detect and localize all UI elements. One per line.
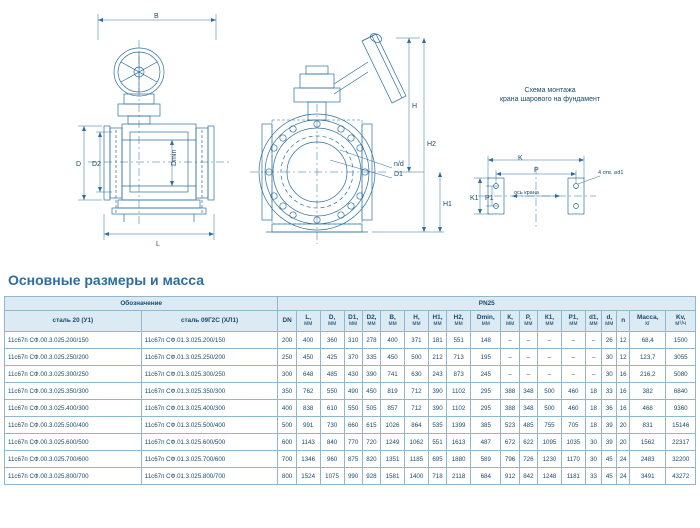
table-header-group-row xyxy=(5,297,696,311)
cell-mark20: 11с67п СФ.00.3.025.600/500 xyxy=(5,434,142,451)
cell-D1: 370 xyxy=(344,349,362,366)
cell-mark20: 11с67п СФ.00.3.025.200/150 xyxy=(5,332,142,349)
cell-H1: 243 xyxy=(428,366,446,383)
cell-mark09: 11с67п СФ.01.3.025.400/300 xyxy=(141,400,278,417)
cell-P: – xyxy=(519,332,537,349)
cell-H: 864 xyxy=(405,417,429,434)
table-row xyxy=(5,400,696,417)
col-head-mark09: сталь 09Г2С (ХЛ1) xyxy=(141,311,278,332)
dim-label-K1: K1 xyxy=(470,195,479,202)
cell-n: 24 xyxy=(617,451,630,468)
cell-D1: 875 xyxy=(344,451,362,468)
cell-d1: 18 xyxy=(585,400,602,417)
cell-mark09: 11с67п СФ.01.3.025.200/150 xyxy=(141,332,278,349)
cell-d: 36 xyxy=(602,400,617,417)
cell-K: 523 xyxy=(501,417,519,434)
cell-H: 1185 xyxy=(405,451,429,468)
cell-Dmin: 245 xyxy=(471,366,501,383)
cell-H: 1400 xyxy=(405,468,429,485)
cell-L: 1346 xyxy=(296,451,320,468)
cell-D: 425 xyxy=(320,349,344,366)
cell-P: 348 xyxy=(519,383,537,400)
cell-kv: 9360 xyxy=(666,400,696,417)
cell-K1: – xyxy=(538,366,562,383)
cell-D: 840 xyxy=(320,434,344,451)
cell-H: 371 xyxy=(405,332,429,349)
cell-d: 45 xyxy=(602,468,617,485)
cell-P: – xyxy=(519,366,537,383)
table-body xyxy=(5,332,696,485)
table-header-row xyxy=(5,311,696,332)
cell-B: 857 xyxy=(381,400,405,417)
cell-H: 500 xyxy=(405,349,429,366)
cell-D2: 450 xyxy=(362,383,380,400)
cell-P1: 460 xyxy=(561,383,585,400)
cell-d: 30 xyxy=(602,366,617,383)
cell-K: – xyxy=(501,349,519,366)
cell-d1: 18 xyxy=(585,417,602,434)
col-head-mass: Масса, кг xyxy=(630,311,666,332)
col-head-P1: Р1, мм xyxy=(561,311,585,332)
cell-mass: 468 xyxy=(630,400,666,417)
cell-mass: 3491 xyxy=(630,468,666,485)
cell-K1: 500 xyxy=(538,383,562,400)
cell-H1: 535 xyxy=(428,417,446,434)
cell-kv: 43272 xyxy=(666,468,696,485)
cell-H1: 695 xyxy=(428,451,446,468)
col-head-H1: H1, мм xyxy=(428,311,446,332)
cell-mass: 1562 xyxy=(630,434,666,451)
cell-D1: 770 xyxy=(344,434,362,451)
cell-d1: 18 xyxy=(585,383,602,400)
cell-K1: 1230 xyxy=(538,451,562,468)
cell-D: 730 xyxy=(320,417,344,434)
cell-d1: – xyxy=(585,332,602,349)
cell-d: 39 xyxy=(602,417,617,434)
cell-H: 630 xyxy=(405,366,429,383)
cell-H2: 1399 xyxy=(447,417,471,434)
cell-L: 838 xyxy=(296,400,320,417)
cell-mark09: 11с67п СФ.01.3.025.350/300 xyxy=(141,383,278,400)
cell-n: 12 xyxy=(617,332,630,349)
cell-mark20: 11с67п СФ.00.3.025.250/200 xyxy=(5,349,142,366)
cell-D2: 720 xyxy=(362,434,380,451)
dim-label-P: P xyxy=(534,167,539,174)
cell-D: 960 xyxy=(320,451,344,468)
cell-H2: 2118 xyxy=(447,468,471,485)
cell-H2: 551 xyxy=(447,332,471,349)
header-designation: Обозначение xyxy=(5,297,278,311)
cell-mark20: 11с67п СФ.00.3.025.500/400 xyxy=(5,417,142,434)
dim-label-nd: n/d xyxy=(394,161,404,168)
header-pn25: PN25 xyxy=(278,297,696,311)
col-head-D: D, мм xyxy=(320,311,344,332)
mount-note-line2: крана шарового на фундамент xyxy=(499,96,601,104)
cell-Dmin: 385 xyxy=(471,417,501,434)
cell-mark20: 11с67п СФ.00.3.025.700/600 xyxy=(5,451,142,468)
cell-H2: 873 xyxy=(447,366,471,383)
cell-B: 741 xyxy=(381,366,405,383)
cell-dn: 400 xyxy=(278,400,296,417)
cell-D1: 310 xyxy=(344,332,362,349)
cell-kv: 22317 xyxy=(666,434,696,451)
cell-mark09: 11с67п СФ.01.3.025.250/200 xyxy=(141,349,278,366)
cell-P: 348 xyxy=(519,400,537,417)
table-row xyxy=(5,383,696,400)
cell-K1: – xyxy=(538,332,562,349)
col-head-B: B, мм xyxy=(381,311,405,332)
cell-B: 400 xyxy=(381,332,405,349)
cell-H2: 1102 xyxy=(447,383,471,400)
cell-K: 388 xyxy=(501,400,519,417)
cell-kv: 5080 xyxy=(666,366,696,383)
cell-dn: 800 xyxy=(278,468,296,485)
cell-n: 12 xyxy=(617,349,630,366)
col-head-Dmin: Dmin, мм xyxy=(471,311,501,332)
cell-K: – xyxy=(501,332,519,349)
holes-label: 4 отв. ⌀d1 xyxy=(598,170,624,176)
cell-H1: 718 xyxy=(428,468,446,485)
cell-mark20: 11с67п СФ.00.3.025.400/300 xyxy=(5,400,142,417)
col-head-H: H, мм xyxy=(405,311,429,332)
cell-D2: 615 xyxy=(362,417,380,434)
cell-dn: 700 xyxy=(278,451,296,468)
cell-Dmin: 589 xyxy=(471,451,501,468)
cell-d: 33 xyxy=(602,383,617,400)
cell-Dmin: 487 xyxy=(471,434,501,451)
col-head-D1: D1, мм xyxy=(344,311,362,332)
cell-L: 1143 xyxy=(296,434,320,451)
cell-D: 485 xyxy=(320,366,344,383)
cell-d1: 33 xyxy=(585,468,602,485)
cell-d1: – xyxy=(585,366,602,383)
mount-note-line1: Схема монтажа xyxy=(524,87,576,94)
axis-label: ось крана xyxy=(514,190,539,196)
cell-L: 991 xyxy=(296,417,320,434)
dim-label-Dmin: Dmin xyxy=(171,149,178,166)
mount-scheme-note xyxy=(490,86,610,105)
cell-D1: 550 xyxy=(344,400,362,417)
cell-n: 20 xyxy=(617,434,630,451)
cell-dn: 350 xyxy=(278,383,296,400)
cell-P1: 1181 xyxy=(561,468,585,485)
cell-d1: – xyxy=(585,349,602,366)
cell-d: 45 xyxy=(602,451,617,468)
col-head-n: n xyxy=(617,311,630,332)
cell-d: 39 xyxy=(602,434,617,451)
cell-D1: 660 xyxy=(344,417,362,434)
cell-K: 912 xyxy=(501,468,519,485)
page-title: Основные размеры и масса xyxy=(8,272,205,288)
cell-K: 388 xyxy=(501,383,519,400)
cell-P: 485 xyxy=(519,417,537,434)
cell-L: 1524 xyxy=(296,468,320,485)
dim-label-D2: D2 xyxy=(92,161,101,168)
cell-H: 1062 xyxy=(405,434,429,451)
cell-d: 30 xyxy=(602,349,617,366)
cell-Dmin: 148 xyxy=(471,332,501,349)
cell-P1: 705 xyxy=(561,417,585,434)
cell-P1: – xyxy=(561,332,585,349)
cell-B: 1026 xyxy=(381,417,405,434)
cell-L: 400 xyxy=(296,332,320,349)
cell-D: 610 xyxy=(320,400,344,417)
cell-H1: 390 xyxy=(428,400,446,417)
cell-d1: 30 xyxy=(585,434,602,451)
cell-D2: 390 xyxy=(362,366,380,383)
cell-D2: 335 xyxy=(362,349,380,366)
cell-B: 1351 xyxy=(381,451,405,468)
cell-L: 648 xyxy=(296,366,320,383)
cell-K1: 1095 xyxy=(538,434,562,451)
cell-mass: 831 xyxy=(630,417,666,434)
cell-P1: 1035 xyxy=(561,434,585,451)
cell-D: 360 xyxy=(320,332,344,349)
cell-D: 550 xyxy=(320,383,344,400)
col-head-mark20: сталь 20 (У1) xyxy=(5,311,142,332)
cell-kv: 6840 xyxy=(666,383,696,400)
cell-K1: 500 xyxy=(538,400,562,417)
cell-H1: 551 xyxy=(428,434,446,451)
cell-P1: 1170 xyxy=(561,451,585,468)
col-head-K: К, мм xyxy=(501,311,519,332)
cell-d1: 30 xyxy=(585,451,602,468)
cell-K1: 755 xyxy=(538,417,562,434)
cell-P1: – xyxy=(561,349,585,366)
cell-D1: 990 xyxy=(344,468,362,485)
cell-H2: 1880 xyxy=(447,451,471,468)
cell-kv: 32200 xyxy=(666,451,696,468)
cell-L: 450 xyxy=(296,349,320,366)
dim-label-B: B xyxy=(154,13,159,20)
cell-mark20: 11с67п СФ.00.3.025.300/250 xyxy=(5,366,142,383)
cell-H2: 1613 xyxy=(447,434,471,451)
dim-label-L: L xyxy=(156,241,160,248)
cell-D1: 490 xyxy=(344,383,362,400)
cell-mass: 382 xyxy=(630,383,666,400)
cell-H: 712 xyxy=(405,383,429,400)
dim-label-H1: H1 xyxy=(443,201,452,208)
cell-d: 26 xyxy=(602,332,617,349)
cell-D2: 505 xyxy=(362,400,380,417)
cell-B: 1249 xyxy=(381,434,405,451)
cell-D: 1075 xyxy=(320,468,344,485)
cell-n: 16 xyxy=(617,383,630,400)
cell-kv: 15146 xyxy=(666,417,696,434)
cell-K: 796 xyxy=(501,451,519,468)
cell-dn: 250 xyxy=(278,349,296,366)
cell-mass: 123,7 xyxy=(630,349,666,366)
col-head-d: d, мм xyxy=(602,311,617,332)
dim-label-D1: D1 xyxy=(394,171,403,178)
col-head-D2: D2, мм xyxy=(362,311,380,332)
cell-P: 842 xyxy=(519,468,537,485)
table-row xyxy=(5,417,696,434)
cell-dn: 200 xyxy=(278,332,296,349)
dim-label-H2: H2 xyxy=(427,141,436,148)
cell-dn: 300 xyxy=(278,366,296,383)
cell-D2: 278 xyxy=(362,332,380,349)
cell-n: 16 xyxy=(617,400,630,417)
cell-H1: 181 xyxy=(428,332,446,349)
col-head-kv: Kv, м³/ч xyxy=(666,311,696,332)
dimensions-table-wrapper xyxy=(4,296,696,485)
dim-label-D: D xyxy=(76,161,82,168)
table-row xyxy=(5,366,696,383)
cell-dn: 600 xyxy=(278,434,296,451)
cell-D2: 820 xyxy=(362,451,380,468)
col-head-d1: d1, мм xyxy=(585,311,602,332)
cell-mass: 2483 xyxy=(630,451,666,468)
cell-mass: 216,2 xyxy=(630,366,666,383)
col-head-L: L, мм xyxy=(296,311,320,332)
table-row xyxy=(5,349,696,366)
cell-D2: 928 xyxy=(362,468,380,485)
cell-H: 712 xyxy=(405,400,429,417)
cell-B: 1581 xyxy=(381,468,405,485)
col-head-H2: H2, мм xyxy=(447,311,471,332)
cell-K1: 1248 xyxy=(538,468,562,485)
cell-Dmin: 684 xyxy=(471,468,501,485)
col-head-K1: К1, мм xyxy=(538,311,562,332)
col-head-dn: DN xyxy=(278,311,296,332)
dim-label-P1: P1 xyxy=(485,195,494,202)
cell-H2: 1102 xyxy=(447,400,471,417)
cell-mass: 68,4 xyxy=(630,332,666,349)
col-head-P: Р, мм xyxy=(519,311,537,332)
cell-mark20: 11с67п СФ.00.3.025.350/300 xyxy=(5,383,142,400)
cell-P: 726 xyxy=(519,451,537,468)
dim-label-K: K xyxy=(518,155,523,162)
cell-D1: 430 xyxy=(344,366,362,383)
cell-H1: 212 xyxy=(428,349,446,366)
cell-B: 819 xyxy=(381,383,405,400)
cell-Dmin: 295 xyxy=(471,383,501,400)
cell-Dmin: 195 xyxy=(471,349,501,366)
table-row xyxy=(5,332,696,349)
cell-K1: – xyxy=(538,349,562,366)
cell-kv: 1500 xyxy=(666,332,696,349)
cell-H1: 390 xyxy=(428,383,446,400)
table-head xyxy=(5,297,696,332)
table-row xyxy=(5,451,696,468)
cell-dn: 500 xyxy=(278,417,296,434)
cell-P: 622 xyxy=(519,434,537,451)
cell-mark09: 11с67п СФ.01.3.025.600/500 xyxy=(141,434,278,451)
cell-mark09: 11с67п СФ.01.3.025.300/250 xyxy=(141,366,278,383)
dim-label-H: H xyxy=(412,103,418,110)
cell-K: – xyxy=(501,366,519,383)
cell-n: 20 xyxy=(617,417,630,434)
cell-P1: 460 xyxy=(561,400,585,417)
cell-n: 24 xyxy=(617,468,630,485)
cell-mark20: 11с67п СФ.00.3.025.800/700 xyxy=(5,468,142,485)
cell-n: 16 xyxy=(617,366,630,383)
cell-kv: 3055 xyxy=(666,349,696,366)
table-row xyxy=(5,434,696,451)
cell-K: 672 xyxy=(501,434,519,451)
cell-H2: 713 xyxy=(447,349,471,366)
cell-mark09: 11с67п СФ.01.3.025.800/700 xyxy=(141,468,278,485)
cell-mark09: 11с67п СФ.01.3.025.700/600 xyxy=(141,451,278,468)
table-row xyxy=(5,468,696,485)
cell-L: 762 xyxy=(296,383,320,400)
cell-P: – xyxy=(519,349,537,366)
dimensions-table xyxy=(4,296,696,485)
cell-P1: – xyxy=(561,366,585,383)
cell-B: 450 xyxy=(381,349,405,366)
cell-mark09: 11с67п СФ.01.3.025.500/400 xyxy=(141,417,278,434)
cell-Dmin: 295 xyxy=(471,400,501,417)
